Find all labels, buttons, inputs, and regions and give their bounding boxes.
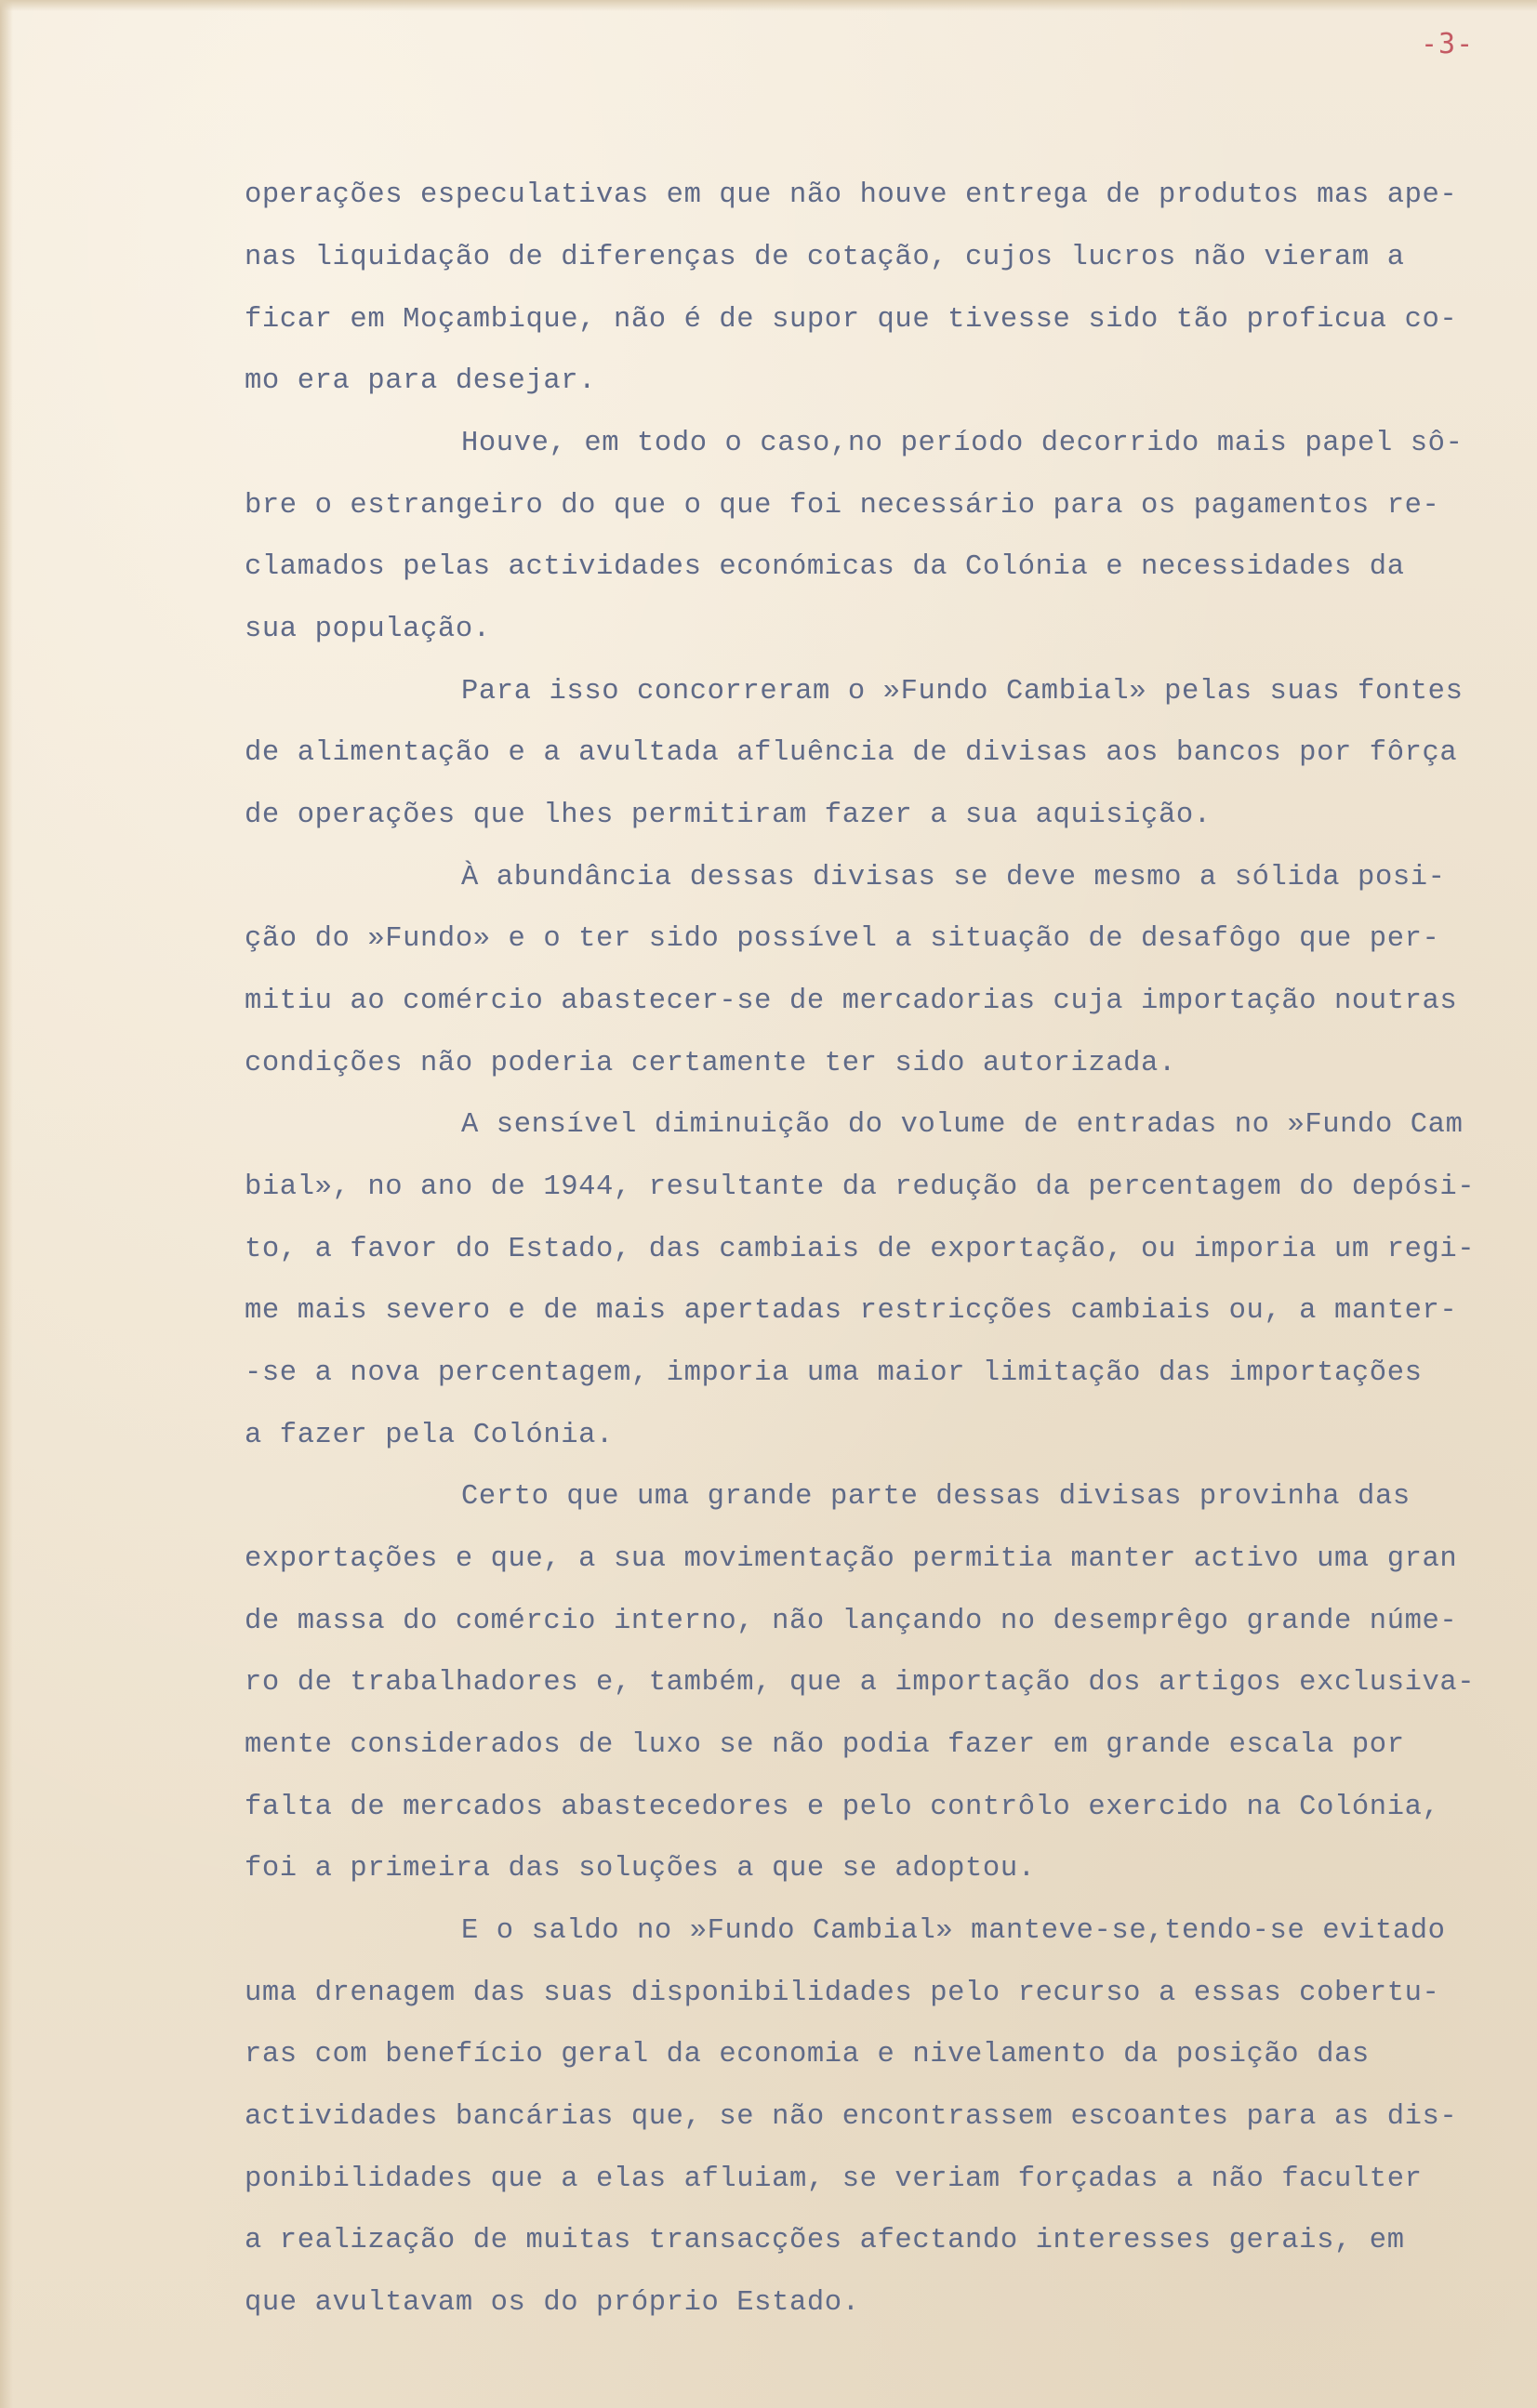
- text-line: uma drenagem das suas disponibilidades pelo recurso a essas cobertu-: [245, 1978, 1440, 2009]
- text-line: sua população.: [245, 614, 491, 645]
- text-line: foi a primeira das soluções a que se adoptou.: [245, 1853, 1036, 1885]
- text-line: de alimentação e a avultada afluência de divisas aos bancos por fôrça: [245, 737, 1458, 769]
- text-line: ras com benefício geral da economia e nivelamento da posição das: [245, 2039, 1370, 2071]
- text-line: operações especulativas em que não houve entrega de produtos mas ape-: [245, 179, 1458, 211]
- paper-top-edge: [0, 0, 1537, 11]
- text-line: À abundância dessas divisas se deve mesmo a sólida posi-: [461, 862, 1446, 893]
- text-line: que avultavam os do próprio Estado.: [245, 2287, 860, 2319]
- text-line: falta de mercados abastecedores e pelo contrôlo exercido na Colónia,: [245, 1792, 1440, 1823]
- text-line: condições não poderia certamente ter sido autorizada.: [245, 1048, 1176, 1079]
- text-line: de operações que lhes permitiram fazer a sua aquisição.: [245, 800, 1212, 831]
- text-line: -se a nova percentagem, imporia uma maior limitação das importações: [245, 1357, 1423, 1389]
- text-line: Certo que uma grande parte dessas divisas provinha das: [461, 1481, 1411, 1513]
- paper-left-edge: [0, 0, 13, 2408]
- text-line: ro de trabalhadores e, também, que a importação dos artigos exclusiva-: [245, 1667, 1476, 1699]
- text-line: de massa do comércio interno, não lançando no desemprêgo grande núme-: [245, 1606, 1458, 1637]
- text-line: ção do »Fundo» e o ter sido possível a situação de desafôgo que per-: [245, 923, 1440, 955]
- text-line: to, a favor do Estado, das cambiais de exportação, ou imporia um regi-: [245, 1234, 1476, 1265]
- text-line: clamados pelas actividades económicas da Colónia e necessidades da: [245, 551, 1405, 583]
- text-line: nas liquidação de diferenças de cotação, cujos lucros não vieram a: [245, 242, 1405, 273]
- text-line: exportações e que, a sua movimentação permitia manter activo uma gran: [245, 1543, 1458, 1575]
- text-line: bial», no ano de 1944, resultante da redução da percentagem do depósi-: [245, 1171, 1476, 1203]
- text-line: E o saldo no »Fundo Cambial» manteve-se,tendo-se evitado: [461, 1915, 1446, 1947]
- text-line: A sensível diminuição do volume de entradas no »Fundo Cam: [461, 1109, 1464, 1141]
- text-line: actividades bancárias que, se não encontrassem escoantes para as dis-: [245, 2101, 1458, 2133]
- text-line: bre o estrangeiro do que o que foi necessário para os pagamentos re-: [245, 490, 1440, 522]
- text-line: mente considerados de luxo se não podia fazer em grande escala por: [245, 1729, 1405, 1761]
- text-line: mitiu ao comércio abastecer-se de mercadorias cuja importação noutras: [245, 986, 1458, 1017]
- text-line: me mais severo e de mais apertadas restricções cambiais ou, a manter-: [245, 1295, 1458, 1327]
- page-number: -3-: [1421, 28, 1475, 60]
- text-line: Houve, em todo o caso,no período decorrido mais papel sô-: [461, 428, 1464, 459]
- text-line: Para isso concorreram o »Fundo Cambial» pelas suas fontes: [461, 676, 1464, 708]
- text-line: a fazer pela Colónia.: [245, 1420, 614, 1451]
- text-line: ficar em Moçambique, não é de supor que tivesse sido tão proficua co-: [245, 304, 1458, 336]
- text-line: a realização de muitas transacções afectando interesses gerais, em: [245, 2225, 1405, 2256]
- text-line: ponibilidades que a elas afluiam, se veriam forçadas a não faculter: [245, 2163, 1423, 2195]
- text-line: mo era para desejar.: [245, 365, 597, 397]
